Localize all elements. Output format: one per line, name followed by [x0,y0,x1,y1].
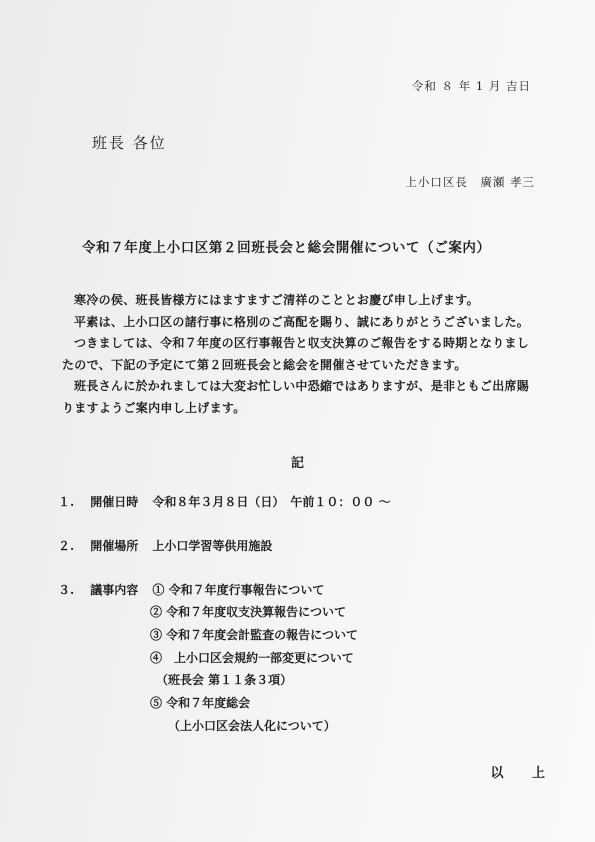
item-number: ２. [58,539,75,553]
agenda-item: （班長会 第１１条３項） [150,673,293,687]
detail-row-agenda [58,581,324,598]
body-paragraph: 平素は、上小口区の諸行事に格別のご高配を賜り、誠にありがとうございました。 [74,314,530,329]
agenda-item: ④ 上小口区会規約一部変更について [150,651,354,665]
closing-mark: 以 上 [490,766,557,781]
item-number: １. [58,495,75,509]
document-title: 令和７年度上小口区第２回班長会と総会開催について（ご案内） [82,240,491,256]
item-value: ① 令和７年度行事報告について [152,583,325,597]
addressee: 班長 各位 [92,134,167,152]
item-value: 上小口学習等供用施設 [152,539,273,553]
body-paragraph: つきましては、令和７年度の区行事報告と収支決算のご報告をする時期となりましたので、下記の予定にて第２回班長会と総会を開催させていただきます。 [62,336,530,372]
item-value: 令和８年３月８日（日） 午前１０：００ ～ [152,495,391,509]
body-text [62,290,540,419]
detail-row-datetime [58,493,391,510]
sender: 上小口区長 廣瀬 孝三 [405,175,535,189]
item-number: ３. [58,583,75,597]
detail-row-venue [58,537,272,554]
issue-date: 令和 ８ 年 1 月 吉日 [411,79,531,93]
agenda-item: ⑤ 令和７年度総会 [150,696,251,710]
agenda-item: ② 令和７年度収支決算報告について [150,605,346,619]
item-label: 開催日時 [90,495,139,509]
agenda-item: ③ 令和７年度会計監査の報告について [150,628,358,642]
item-label: 開催場所 [90,539,139,553]
body-paragraph: 班長さんに於かれましては大変お忙しい中恐縮ではありますが、是非ともご出席賜りますようご案内申し上げます。 [62,379,530,415]
body-paragraph: 寒冷の侯、班長皆様方にはますますご清祥のこととお慶び申し上げます。 [74,293,479,307]
item-label: 議事内容 [90,583,139,597]
agenda-item: （上小口区会法人化について） [150,719,336,733]
ki-heading: 記 [290,456,304,471]
